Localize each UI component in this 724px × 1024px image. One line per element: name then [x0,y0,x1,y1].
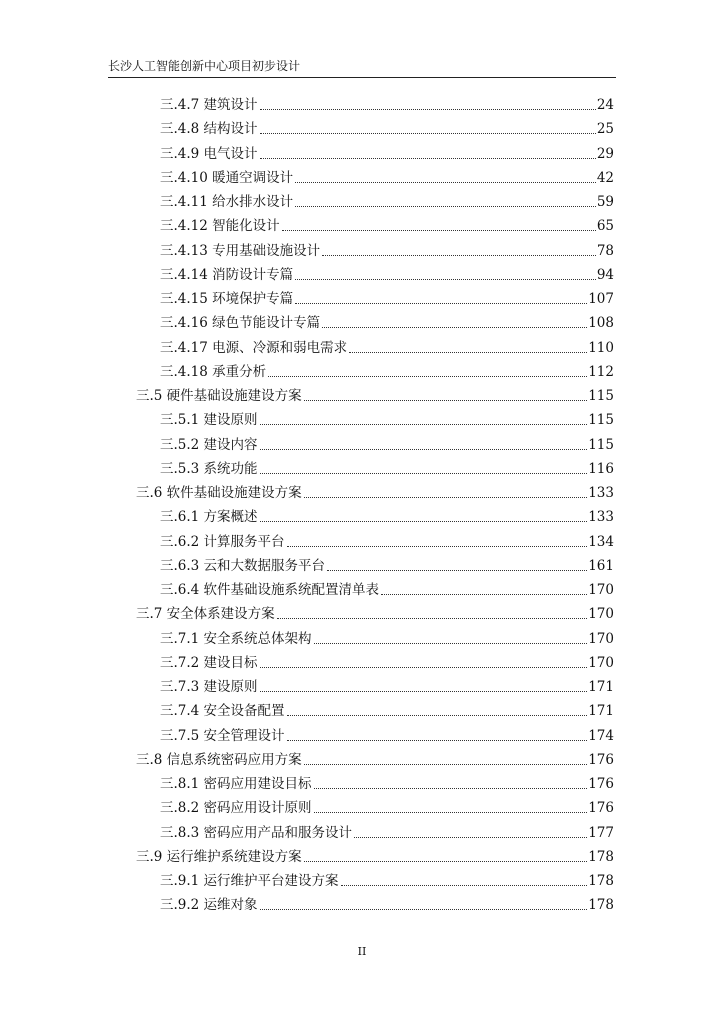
toc-entry-page: 133 [588,485,614,501]
header-rule [108,77,616,78]
toc-section-entry[interactable] [136,745,614,769]
toc-subsection-entry[interactable] [160,139,614,163]
toc-entry-page: 176 [588,800,614,817]
page-number: II [357,945,367,958]
toc-entry-page: 161 [588,557,614,574]
toc-subsection-entry[interactable] [160,187,614,211]
toc-subsection-entry[interactable] [160,696,614,720]
toc-entry-title: 三.6.2 计算服务平台 [160,533,285,550]
toc-entry-title: 三.8.2 密码应用设计原则 [160,800,312,817]
toc-subsection-entry[interactable] [160,793,614,817]
toc-subsection-entry[interactable] [160,818,614,842]
toc-entry-title: 三.4.15 环境保护专篇 [160,291,294,307]
toc-subsection-entry[interactable] [160,260,614,284]
toc-subsection-entry[interactable] [160,211,614,235]
toc-entry-title: 三.4.14 消防设计专篇 [160,266,294,283]
toc-entry-title: 三.5 硬件基础设施建设方案 [136,388,302,404]
toc-entry-title: 三.8 信息系统密码应用方案 [136,751,302,768]
toc-dot-leader [304,763,588,765]
toc-entry-page: 176 [588,776,614,792]
toc-entry-title: 三.7.5 安全管理设计 [160,727,285,744]
toc-entry-page: 171 [588,679,614,695]
running-header: 长沙人工智能创新中心项目初步设计 [108,59,301,73]
toc-entry-title: 三.4.9 电气设计 [160,145,258,162]
toc-entry-page: 133 [588,509,614,526]
toc-entry-title: 三.8.3 密码应用产品和服务设计 [160,824,353,841]
toc-dot-leader [349,351,587,353]
toc-entry-page: 116 [588,460,614,477]
toc-entry-title: 三.6 软件基础设施建设方案 [136,485,302,501]
toc-subsection-entry[interactable] [160,454,614,478]
toc-entry-page: 112 [588,363,614,380]
toc-entry-page: 42 [596,169,614,186]
toc-dot-leader [260,423,588,425]
toc-subsection-entry[interactable] [160,308,614,332]
toc-entry-page: 107 [588,291,614,307]
toc-entry-title: 三.4.18 承重分析 [160,363,267,380]
toc-entry-title: 三.8.1 密码应用建设目标 [160,776,312,792]
toc-entry-page: 78 [596,242,614,259]
toc-entry-title: 三.6.3 云和大数据服务平台 [160,557,326,574]
toc-entry-page: 108 [588,315,614,332]
toc-dot-leader [381,593,587,595]
toc-dot-leader [282,229,596,231]
toc-subsection-entry[interactable] [160,866,614,890]
toc-entry-title: 三.7.4 安全设备配置 [160,703,285,720]
toc-entry-page: 94 [596,266,614,283]
toc-section-entry[interactable] [136,842,614,866]
toc-entry-page: 170 [588,582,614,598]
toc-dot-leader [260,908,588,910]
toc-dot-leader [260,666,588,668]
toc-subsection-entry[interactable] [160,624,614,648]
toc-dot-leader [287,714,588,716]
toc-entry-page: 178 [588,848,614,865]
toc-dot-leader [295,181,596,183]
toc-entry-title: 三.4.7 建筑设计 [160,97,258,113]
toc-entry-title: 三.7.2 建设目标 [160,654,258,671]
toc-dot-leader [260,108,596,110]
toc-dot-leader [314,787,588,789]
toc-dot-leader [354,836,587,838]
toc-subsection-entry[interactable] [160,90,614,114]
toc-dot-leader [314,811,588,813]
toc-subsection-entry[interactable] [160,575,614,599]
toc-entry-page: 177 [588,824,614,841]
toc-subsection-entry[interactable] [160,284,614,308]
toc-dot-leader [260,472,588,474]
toc-entry-page: 171 [588,703,614,720]
toc-section-entry[interactable] [136,478,614,502]
toc-entry-title: 三.6.1 方案概述 [160,509,258,526]
toc-entry-title: 三.4.16 绿色节能设计专篇 [160,315,321,332]
toc-entry-page: 29 [596,145,614,162]
toc-dot-leader [304,860,588,862]
toc-entry-title: 三.5.3 系统功能 [160,460,258,477]
toc-subsection-entry[interactable] [160,551,614,575]
toc-dot-leader [260,448,588,450]
toc-subsection-entry[interactable] [160,769,614,793]
toc-dot-leader [260,520,588,522]
toc-entry-title: 三.4.13 专用基础设施设计 [160,242,321,259]
toc-entry-title: 三.7.1 安全系统总体架构 [160,630,312,647]
toc-dot-leader [260,132,596,134]
toc-dot-leader [260,690,588,692]
toc-entry-page: 170 [588,606,614,623]
toc-entry-page: 65 [596,218,614,235]
toc-entry-page: 178 [588,897,614,914]
toc-entry-page: 115 [588,388,614,404]
toc-subsection-entry[interactable] [160,430,614,454]
toc-entry-title: 三.4.10 暖通空调设计 [160,169,294,186]
toc-entry-page: 110 [588,339,614,356]
toc-entry-title: 三.5.1 建设原则 [160,412,258,429]
toc-dot-leader [287,545,588,547]
toc-dot-leader [295,278,596,280]
toc-entry-title: 三.7.3 建设原则 [160,679,258,695]
toc-subsection-entry[interactable] [160,502,614,526]
toc-entry-title: 三.7 安全体系建设方案 [136,606,275,623]
toc-entry-title: 三.5.2 建设内容 [160,436,258,453]
toc-entry-page: 170 [588,630,614,647]
toc-dot-leader [268,375,587,377]
toc-entry-title: 三.9 运行维护系统建设方案 [136,848,302,865]
toc-dot-leader [287,739,588,741]
toc-subsection-entry[interactable] [160,405,614,429]
toc-entry-page: 59 [596,194,614,210]
toc-section-entry[interactable] [136,381,614,405]
toc-entry-page: 25 [596,121,614,138]
toc-entry-title: 三.4.11 给水排水设计 [160,194,294,210]
toc-subsection-entry[interactable] [160,672,614,696]
toc-entry-page: 115 [588,412,614,429]
toc-entry-title: 三.4.12 智能化设计 [160,218,280,235]
toc-dot-leader [314,642,588,644]
toc-dot-leader [322,326,587,328]
toc-entry-page: 178 [588,873,614,889]
toc-entry-title: 三.9.2 运维对象 [160,897,258,914]
toc-dot-leader [304,399,588,401]
toc-entry-title: 三.4.17 电源、冷源和弱电需求 [160,339,348,356]
toc-subsection-entry[interactable] [160,357,614,381]
toc-subsection-entry[interactable] [160,721,614,745]
toc-entry-page: 176 [588,751,614,768]
toc-dot-leader [322,254,596,256]
toc-dot-leader [327,569,587,571]
toc-entry-page: 24 [596,97,614,113]
toc-dot-leader [341,884,588,886]
toc-subsection-entry[interactable] [160,527,614,551]
toc-entry-title: 三.9.1 运行维护平台建设方案 [160,873,339,889]
toc-dot-leader [295,302,587,304]
toc-subsection-entry[interactable] [160,648,614,672]
toc-subsection-entry[interactable] [160,890,614,914]
toc-dot-leader [277,617,588,619]
toc-entry-title: 三.6.4 软件基础设施系统配置清单表 [160,582,380,598]
toc-dot-leader [295,205,596,207]
toc-entry-page: 170 [588,654,614,671]
toc-subsection-entry[interactable] [160,163,614,187]
toc-entry-page: 134 [588,533,614,550]
toc-entry-title: 三.4.8 结构设计 [160,121,258,138]
toc-subsection-entry[interactable] [160,236,614,260]
toc-subsection-entry[interactable] [160,114,614,138]
toc-entry-page: 174 [588,727,614,744]
toc-dot-leader [304,496,588,498]
toc-subsection-entry[interactable] [160,333,614,357]
toc-dot-leader [260,157,596,159]
toc-entry-page: 115 [588,436,614,453]
toc-section-entry[interactable] [136,599,614,623]
